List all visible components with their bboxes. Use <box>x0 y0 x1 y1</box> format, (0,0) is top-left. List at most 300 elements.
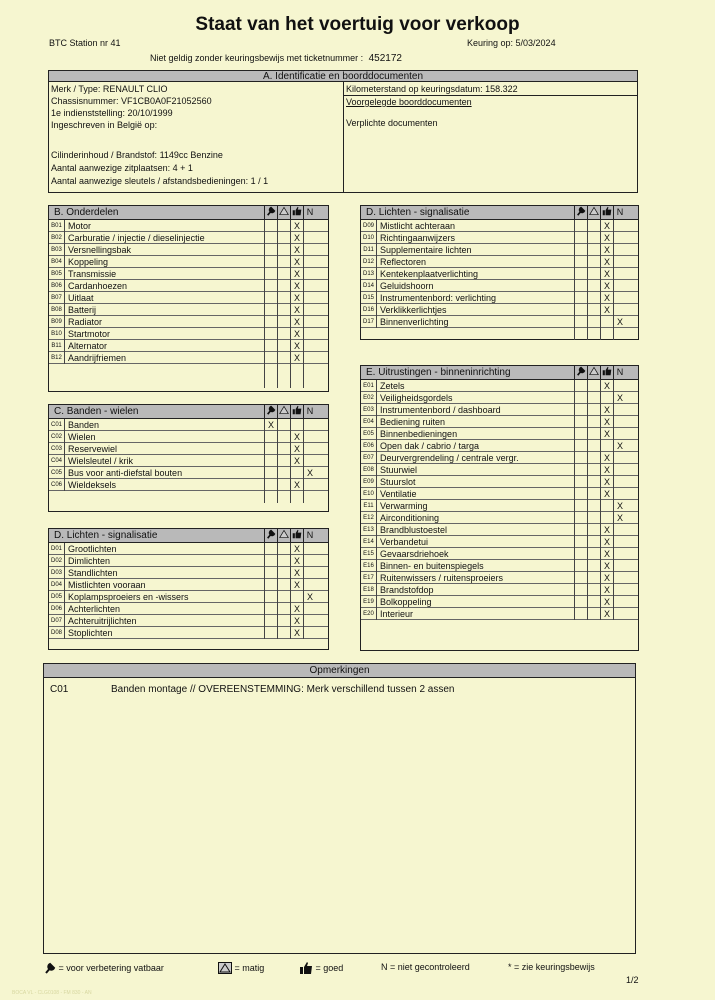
row-mark-wrench <box>264 543 277 555</box>
thumb-up-icon <box>290 206 303 219</box>
row-mark-warn <box>587 392 600 404</box>
row-label: Reservewiel <box>68 444 118 454</box>
row-mark-n <box>303 431 316 443</box>
row-mark-thumb <box>600 316 613 328</box>
row-mark-wrench <box>264 328 277 340</box>
row-mark-n <box>613 548 626 560</box>
row-mark-warn <box>587 452 600 464</box>
checklist-row <box>49 555 328 567</box>
row-mark-thumb: X <box>290 443 303 455</box>
row-mark-thumb: X <box>600 452 613 464</box>
checklist-row <box>49 340 328 352</box>
row-mark-wrench <box>264 455 277 467</box>
row-mark-thumb: X <box>290 567 303 579</box>
row-label: Grootlichten <box>68 544 117 554</box>
row-mark-thumb: X <box>290 256 303 268</box>
row-mark-thumb: X <box>290 431 303 443</box>
row-label: Verwarming <box>380 501 428 511</box>
row-mark-warn <box>277 443 290 455</box>
col-not-checked: N <box>303 529 316 542</box>
row-code: B11 <box>49 340 65 352</box>
row-mark-thumb: X <box>600 488 613 500</box>
blank-cell <box>587 328 600 340</box>
blank-cell <box>613 328 626 340</box>
row-mark-warn <box>587 428 600 440</box>
row-mark-n <box>303 232 316 244</box>
checklist-row <box>361 524 638 536</box>
row-code: D05 <box>49 591 65 603</box>
checklist-row <box>49 579 328 591</box>
row-mark-n <box>613 476 626 488</box>
row-code: D17 <box>361 316 377 328</box>
blank-cell <box>264 364 277 376</box>
checklist-row <box>49 232 328 244</box>
thumb-up-icon <box>290 529 303 542</box>
legend-star: * = zie keuringsbewijs <box>508 962 595 972</box>
row-mark-thumb: X <box>290 340 303 352</box>
row-mark-n <box>613 220 626 232</box>
row-mark-wrench <box>264 467 277 479</box>
row-label: Mistlicht achteraan <box>380 221 456 231</box>
row-mark-n <box>613 596 626 608</box>
checklist-row <box>49 280 328 292</box>
row-mark-n <box>303 280 316 292</box>
row-mark-n <box>613 280 626 292</box>
row-label: Open dak / cabrio / targa <box>380 441 480 451</box>
checklist-row <box>361 256 638 268</box>
row-mark-wrench <box>574 280 587 292</box>
row-mark-warn <box>587 416 600 428</box>
warning-icon <box>277 405 290 418</box>
row-mark-wrench <box>264 292 277 304</box>
row-label: Ruitenwissers / ruitensproeiers <box>380 573 504 583</box>
row-mark-warn <box>587 256 600 268</box>
section_b-title: B. Onderdelen <box>54 207 119 218</box>
row-mark-n <box>303 268 316 280</box>
row-mark-thumb: X <box>290 627 303 639</box>
blank-row <box>49 364 328 376</box>
row-mark-warn <box>587 500 600 512</box>
row-label: Achteruitrijlichten <box>68 616 137 626</box>
row-code: E04 <box>361 416 377 428</box>
row-mark-wrench <box>264 232 277 244</box>
row-code: D16 <box>361 304 377 316</box>
row-mark-wrench <box>264 431 277 443</box>
checklist-row <box>49 615 328 627</box>
row-mark-warn <box>587 316 600 328</box>
keys: Aantal aanwezige sleutels / afstandsbedieningen: 1 / 1 <box>51 176 269 186</box>
row-mark-thumb: X <box>290 328 303 340</box>
row-code: D01 <box>49 543 65 555</box>
row-mark-thumb: X <box>290 316 303 328</box>
section-a-divider <box>343 82 344 192</box>
checklist-row <box>49 591 328 603</box>
row-mark-warn <box>277 567 290 579</box>
row-mark-n <box>613 608 626 620</box>
row-mark-n <box>613 488 626 500</box>
row-label: Uitlaat <box>68 293 94 303</box>
checklist-row <box>361 316 638 328</box>
row-mark-n <box>613 560 626 572</box>
legend-wrench-text: = voor verbetering vatbaar <box>58 963 164 974</box>
row-mark-warn <box>587 440 600 452</box>
checklist-row <box>49 352 328 364</box>
row-mark-wrench <box>574 404 587 416</box>
row-label: Zetels <box>380 381 405 391</box>
row-mark-warn <box>277 232 290 244</box>
row-label: Achterlichten <box>68 604 121 614</box>
row-mark-thumb: X <box>600 304 613 316</box>
row-mark-wrench <box>264 316 277 328</box>
checklist-row <box>361 244 638 256</box>
row-mark-wrench <box>264 479 277 491</box>
row-mark-warn <box>277 431 290 443</box>
row-label: Wielsleutel / krik <box>68 456 134 466</box>
table-b-onderdelen <box>48 205 329 392</box>
col-not-checked: N <box>613 366 626 379</box>
row-mark-warn <box>587 232 600 244</box>
row-mark-warn <box>277 419 290 431</box>
row-mark-wrench <box>264 268 277 280</box>
ticket-line <box>150 53 402 64</box>
row-mark-thumb: X <box>290 280 303 292</box>
row-mark-n <box>303 256 316 268</box>
row-code: B08 <box>49 304 65 316</box>
row-label: Brandblustoestel <box>380 525 448 535</box>
row-mark-n <box>303 579 316 591</box>
row-code: E19 <box>361 596 377 608</box>
checklist-row <box>49 479 328 491</box>
checklist-row <box>361 608 638 620</box>
row-label: Stuurslot <box>380 477 416 487</box>
legend-wrench <box>44 962 164 976</box>
row-mark-warn <box>277 304 290 316</box>
row-mark-thumb <box>290 467 303 479</box>
row-mark-wrench <box>574 304 587 316</box>
row-mark-wrench <box>574 292 587 304</box>
warning-icon <box>277 206 290 219</box>
row-mark-warn <box>277 479 290 491</box>
table-c-banden <box>48 404 329 512</box>
section_c-header <box>49 405 328 419</box>
checklist-row <box>361 268 638 280</box>
checklist-row <box>361 500 638 512</box>
row-mark-warn <box>587 488 600 500</box>
row-mark-warn <box>587 220 600 232</box>
checklist-row <box>361 584 638 596</box>
merk-type: Merk / Type: RENAULT CLIO <box>51 84 168 94</box>
checklist-row <box>49 244 328 256</box>
row-code: E05 <box>361 428 377 440</box>
first-registration: 1e indienststelling: 20/10/1999 <box>51 108 173 118</box>
row-mark-n <box>303 316 316 328</box>
row-mark-wrench <box>264 256 277 268</box>
section_d2-title: D. Lichten - signalisatie <box>366 207 470 218</box>
row-code: D14 <box>361 280 377 292</box>
row-mark-n <box>303 603 316 615</box>
blank-cell <box>303 376 316 388</box>
checklist-row <box>49 455 328 467</box>
row-mark-wrench <box>574 524 587 536</box>
row-label: Veiligheidsgordels <box>380 393 453 403</box>
section_e-header <box>361 366 638 380</box>
row-label: Bolkoppeling <box>380 597 432 607</box>
row-mark-wrench <box>264 555 277 567</box>
row-mark-thumb: X <box>290 615 303 627</box>
row-mark-wrench <box>264 443 277 455</box>
row-code: E14 <box>361 536 377 548</box>
row-mark-n <box>613 304 626 316</box>
legend-n: N = niet gecontroleerd <box>381 962 470 972</box>
blank-cell <box>303 364 316 376</box>
row-mark-warn <box>277 328 290 340</box>
row-mark-wrench <box>264 567 277 579</box>
row-mark-thumb: X <box>600 464 613 476</box>
row-mark-n <box>613 404 626 416</box>
row-code: B02 <box>49 232 65 244</box>
checklist-row <box>361 280 638 292</box>
row-label: Instrumentenbord / dashboard <box>380 405 501 415</box>
row-mark-wrench <box>574 416 587 428</box>
checklist-row <box>361 292 638 304</box>
remark-code: C01 <box>50 684 69 695</box>
checklist-row <box>49 268 328 280</box>
row-mark-thumb: X <box>290 455 303 467</box>
row-mark-warn <box>587 476 600 488</box>
thumb-up-icon <box>290 405 303 418</box>
row-mark-warn <box>587 560 600 572</box>
row-mark-thumb: X <box>290 479 303 491</box>
checklist-row <box>49 443 328 455</box>
checklist-row <box>361 232 638 244</box>
row-mark-n: X <box>303 467 316 479</box>
checklist-row <box>49 431 328 443</box>
row-mark-n <box>303 304 316 316</box>
row-mark-wrench <box>574 608 587 620</box>
row-label: Banden <box>68 420 100 430</box>
row-mark-wrench <box>574 464 587 476</box>
row-label: Richtingaanwijzers <box>380 233 456 243</box>
row-label: Mistlichten vooraan <box>68 580 146 590</box>
row-mark-wrench <box>574 452 587 464</box>
row-mark-thumb <box>290 591 303 603</box>
row-code: B04 <box>49 256 65 268</box>
row-label: Koplampsproeiers en -wissers <box>68 592 189 602</box>
row-mark-thumb: X <box>290 268 303 280</box>
row-mark-n <box>613 464 626 476</box>
section-a-header: A. Identificatie en boorddocumenten <box>48 70 638 82</box>
row-code: B09 <box>49 316 65 328</box>
row-mark-warn <box>587 304 600 316</box>
row-code: D11 <box>361 244 377 256</box>
blank-cell <box>264 491 277 503</box>
row-mark-wrench <box>574 256 587 268</box>
row-mark-n: X <box>613 512 626 524</box>
cylinder-fuel: Cilinderinhoud / Brandstof: 1149cc Benzine <box>51 150 223 160</box>
warning-icon <box>218 962 232 976</box>
checklist-row <box>361 380 638 392</box>
row-mark-n <box>613 380 626 392</box>
col-not-checked: N <box>303 206 316 219</box>
row-label: Transmissie <box>68 269 117 279</box>
seats: Aantal aanwezige zitplaatsen: 4 + 1 <box>51 163 193 173</box>
row-mark-warn <box>587 292 600 304</box>
wrench-icon <box>574 366 587 379</box>
row-mark-wrench <box>574 584 587 596</box>
row-code: E12 <box>361 512 377 524</box>
row-mark-n <box>613 416 626 428</box>
row-label: Verbandetui <box>380 537 429 547</box>
checklist-row <box>361 512 638 524</box>
row-label: Gevaarsdriehoek <box>380 549 449 559</box>
row-label: Verklikkerlichtjes <box>380 305 447 315</box>
row-label: Airconditioning <box>380 513 440 523</box>
row-label: Startmotor <box>68 329 111 339</box>
warning-icon <box>587 366 600 379</box>
row-mark-n: X <box>613 316 626 328</box>
row-mark-thumb: X <box>600 536 613 548</box>
checklist-row <box>361 304 638 316</box>
checklist-row <box>361 416 638 428</box>
row-mark-n <box>613 572 626 584</box>
row-code: E13 <box>361 524 377 536</box>
row-code: C05 <box>49 467 65 479</box>
row-mark-wrench <box>574 488 587 500</box>
row-label: Binnenbedieningen <box>380 429 458 439</box>
checklist-row <box>49 316 328 328</box>
row-label: Versnellingsbak <box>68 245 132 255</box>
row-mark-warn <box>277 268 290 280</box>
row-mark-thumb: X <box>290 304 303 316</box>
warning-icon <box>587 206 600 219</box>
row-mark-wrench <box>574 244 587 256</box>
row-mark-thumb: X <box>600 524 613 536</box>
checklist-row <box>49 256 328 268</box>
blank-cell <box>277 491 290 503</box>
row-mark-n <box>613 428 626 440</box>
row-mark-n <box>613 256 626 268</box>
row-code: E07 <box>361 452 377 464</box>
wrench-icon <box>264 206 277 219</box>
row-mark-thumb <box>600 500 613 512</box>
row-mark-wrench <box>574 428 587 440</box>
row-mark-warn <box>277 244 290 256</box>
documents-presented: Voorgelegde boorddocumenten <box>346 97 472 107</box>
row-code: B01 <box>49 220 65 232</box>
thumb-up-icon <box>600 206 613 219</box>
row-mark-warn <box>587 584 600 596</box>
row-mark-warn <box>277 591 290 603</box>
thumb-up-icon <box>600 366 613 379</box>
row-mark-warn <box>277 603 290 615</box>
checklist-row <box>361 404 638 416</box>
row-mark-thumb: X <box>600 416 613 428</box>
row-code: E15 <box>361 548 377 560</box>
row-mark-wrench <box>574 440 587 452</box>
row-label: Dimlichten <box>68 556 111 566</box>
row-mark-thumb: X <box>600 596 613 608</box>
row-label: Instrumentenbord: verlichting <box>380 293 497 303</box>
row-code: D09 <box>361 220 377 232</box>
checklist-row <box>361 464 638 476</box>
row-mark-wrench <box>264 352 277 364</box>
ticket-number: 452172 <box>368 53 402 64</box>
row-mark-n <box>613 452 626 464</box>
row-mark-n <box>613 232 626 244</box>
row-mark-n <box>613 292 626 304</box>
row-mark-n <box>303 292 316 304</box>
row-mark-wrench <box>574 392 587 404</box>
row-label: Supplementaire lichten <box>380 245 472 255</box>
row-mark-wrench <box>264 615 277 627</box>
row-mark-thumb: X <box>290 232 303 244</box>
row-mark-n <box>613 268 626 280</box>
row-mark-warn <box>277 555 290 567</box>
blank-cell <box>277 364 290 376</box>
row-mark-thumb: X <box>600 268 613 280</box>
row-mark-n <box>613 244 626 256</box>
blank-cell <box>600 328 613 340</box>
opmerkingen-box <box>43 663 636 954</box>
row-mark-wrench <box>574 500 587 512</box>
row-code: D07 <box>49 615 65 627</box>
checklist-row <box>361 476 638 488</box>
row-mark-n <box>613 524 626 536</box>
row-mark-wrench: X <box>264 419 277 431</box>
row-mark-wrench <box>574 536 587 548</box>
row-mark-n <box>303 555 316 567</box>
checklist-row <box>49 328 328 340</box>
col-not-checked: N <box>613 206 626 219</box>
checklist-row <box>49 543 328 555</box>
row-mark-n: X <box>303 591 316 603</box>
row-mark-thumb: X <box>600 244 613 256</box>
row-mark-wrench <box>574 476 587 488</box>
row-mark-n <box>303 220 316 232</box>
row-mark-n: X <box>613 500 626 512</box>
row-code: C04 <box>49 455 65 467</box>
row-mark-warn <box>587 268 600 280</box>
row-code: D08 <box>49 627 65 639</box>
checklist-row <box>361 440 638 452</box>
row-code: E03 <box>361 404 377 416</box>
row-mark-n <box>303 455 316 467</box>
row-code: E08 <box>361 464 377 476</box>
row-label: Stuurwiel <box>380 465 418 475</box>
row-label: Wieldeksels <box>68 480 117 490</box>
wrench-icon <box>44 962 56 976</box>
row-mark-warn <box>277 615 290 627</box>
row-code: E17 <box>361 572 377 584</box>
row-mark-thumb: X <box>600 380 613 392</box>
legend-thumb-text: = goed <box>315 963 344 974</box>
row-mark-thumb: X <box>600 232 613 244</box>
blank-cell <box>303 491 316 503</box>
legend-warn-text: = matig <box>234 963 265 974</box>
row-mark-thumb <box>600 392 613 404</box>
row-mark-warn <box>277 543 290 555</box>
row-mark-n: X <box>613 392 626 404</box>
opmerkingen-header: Opmerkingen <box>44 664 635 678</box>
section_b-header <box>49 206 328 220</box>
checklist-row <box>361 392 638 404</box>
row-label: Carburatie / injectie / dieselinjectie <box>68 233 205 243</box>
row-code: E09 <box>361 476 377 488</box>
row-code: E01 <box>361 380 377 392</box>
checklist-row <box>49 627 328 639</box>
row-mark-wrench <box>574 268 587 280</box>
blank-cell <box>264 376 277 388</box>
